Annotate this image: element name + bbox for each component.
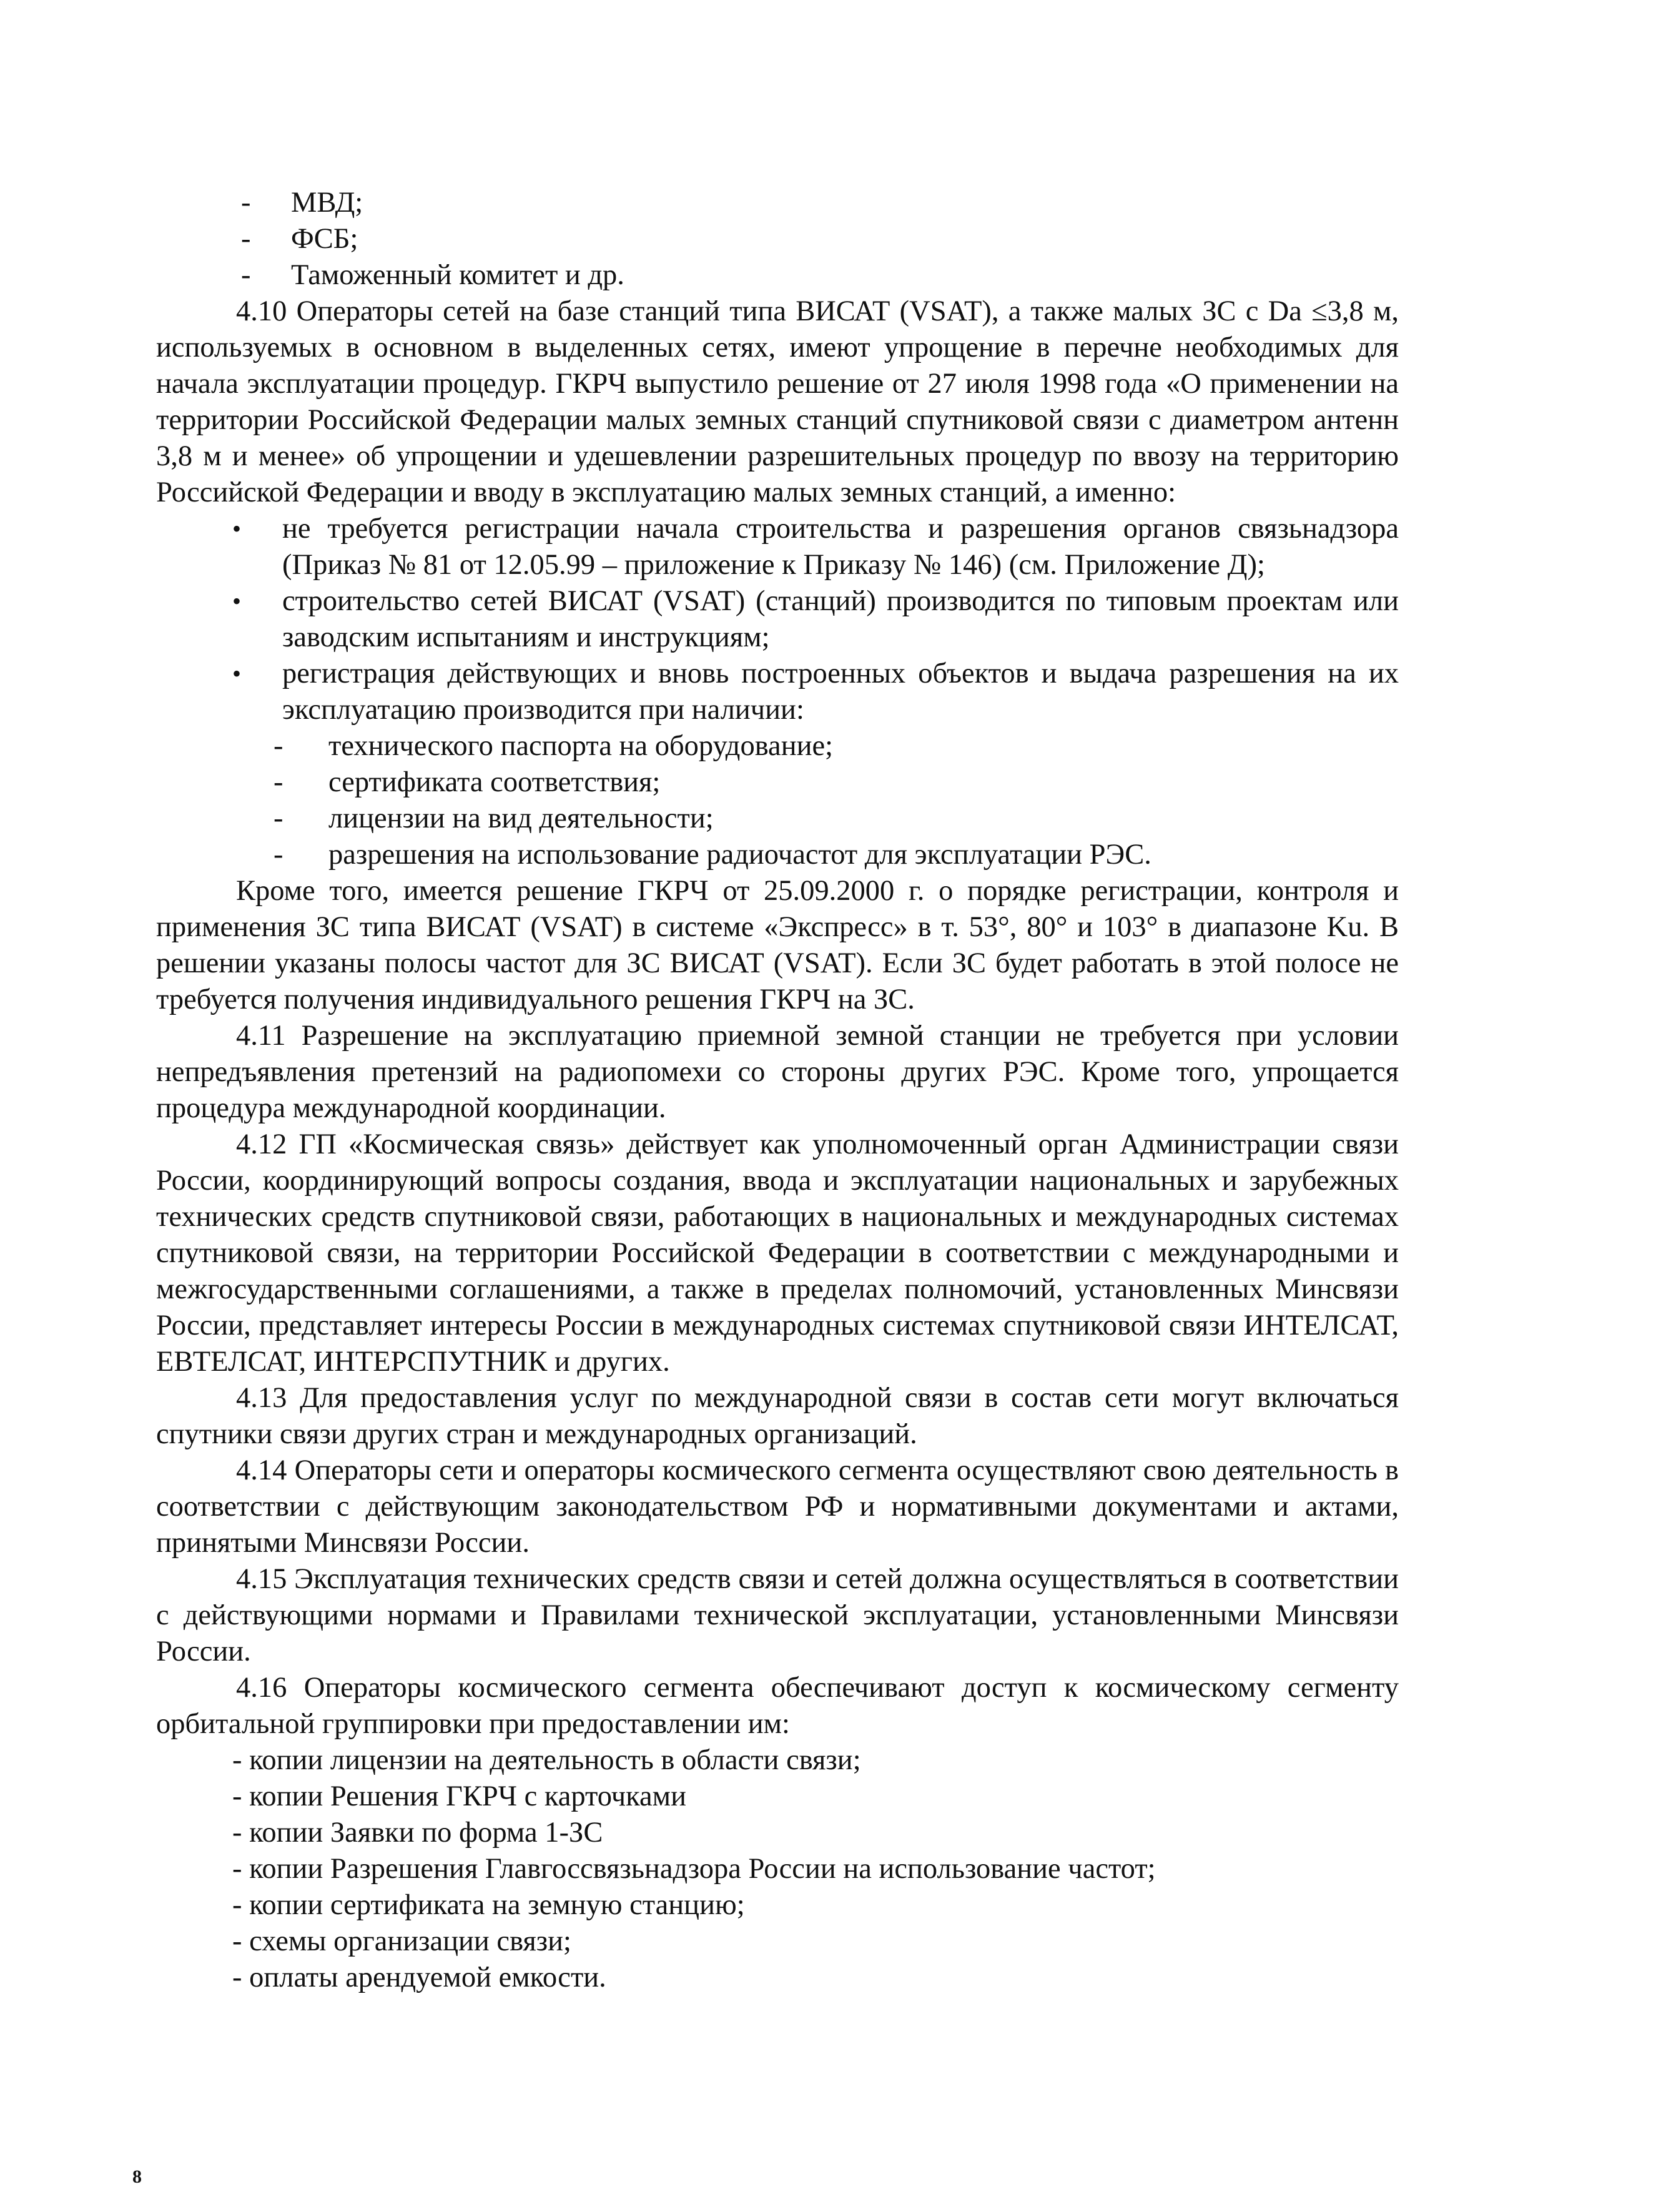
dash-marker: - <box>274 839 283 871</box>
bullet-item <box>156 656 1399 728</box>
list-item: - схемы организации связи; <box>232 1925 571 1957</box>
list-item: - копии Разрешения Главгоссвязьнадзора России на использование частот; <box>232 1853 1156 1885</box>
dash-marker: - <box>241 259 251 291</box>
paragraph-4-12: 4.12 ГП «Космическая связь» действует как уполномоченный орган Администрации связи России, координирующий вопросы создания, ввода и эксплуатации национальных и зарубежных технических средств спутниковой связи, работающих в национальных и международных системах спутниковой связи, на территории Российской Федерации в соответствии с международными и межгосударственными соглашениями, а также в пределах полномочий, установленных Минсвязи России, представляет интересы России в международных системах спутниковой связи ИНТЕЛСАТ, ЕВТЕЛСАТ, ИНТЕРСПУТНИК и других. <box>156 1128 1399 1378</box>
bullet-item <box>156 583 1399 656</box>
sub-list-item <box>156 837 1399 873</box>
dash-marker: - <box>274 802 283 834</box>
list-item <box>156 221 1399 257</box>
bullet-icon: • <box>232 659 242 688</box>
sub-list-item <box>156 728 1399 764</box>
dash-marker: - <box>241 223 251 255</box>
sub-list-text: разрешения на использование радиочастот для эксплуатации РЭС. <box>328 839 1151 871</box>
dash-marker: - <box>274 730 283 762</box>
bullet-text: строительство сетей ВИСАТ (VSAT) (станций) производится по типовым проектам или заводским испытаниям и инструкциям; <box>282 585 1399 653</box>
list-item-text: ФСБ; <box>291 223 358 255</box>
sub-list-text: сертификата соответствия; <box>328 766 661 798</box>
list-item <box>156 257 1399 294</box>
sub-list-text: лицензии на вид деятельности; <box>328 802 714 834</box>
list-item: - копии сертификата на земную станцию; <box>232 1889 745 1921</box>
paragraph-4-10: 4.10 Операторы сетей на базе станций типа ВИСАТ (VSAT), а также малых ЗС с Da ≤3,8 м, используемых в основном в выделенных сетях, имеют упрощение в перечне необходимых для начала эксплуатации процедур. ГКРЧ выпустило решение от 27 июля 1998 года «О применении на территории Российской Федерации малых земных станций спутниковой связи с диаметром антенн 3,8 м и менее» об упрощении и удешевлении разрешительных процедур по ввозу на территорию Российской Федерации и вводу в эксплуатацию малых земных станций, а именно: <box>156 295 1399 508</box>
bullet-icon: • <box>232 587 242 615</box>
sub-list-text: технического паспорта на оборудование; <box>328 730 834 762</box>
bullet-list <box>156 511 1399 728</box>
dash-marker: - <box>241 187 251 219</box>
paragraph-4-15: 4.15 Эксплуатация технических средств связи и сетей должна осуществляться в соответствии с действующими нормами и Правилами технической эксплуатации, установленными Минсвязи России. <box>156 1563 1399 1667</box>
sub-list-item <box>156 801 1399 837</box>
paragraph-4-14: 4.14 Операторы сети и операторы космического сегмента осуществляют свою деятельность в соответствии с действующим законодательством РФ и нормативными документами и актами, принятыми Минсвязи России. <box>156 1454 1399 1559</box>
dash-marker: - <box>274 766 283 798</box>
paragraph-4-13: 4.13 Для предоставления услуг по международной связи в состав сети могут включаться спутники связи других стран и международных организаций. <box>156 1382 1399 1450</box>
paragraph-gkrch-decision: Кроме того, имеется решение ГКРЧ от 25.09.2000 г. о порядке регистрации, контроля и применения ЗС типа ВИСАТ (VSAT) в системе «Экспресс» в т. 53°, 80° и 103° в диапазоне Ku. В решении указаны полосы частот для ЗС ВИСАТ (VSAT). Если ЗС будет работать в этой полосе не требуется получения индивидуального решения ГКРЧ на ЗС. <box>156 875 1399 1015</box>
paragraph-4-11: 4.11 Разрешение на эксплуатацию приемной земной станции не требуется при условии непредъявления претензий на радиопомехи со стороны других РЭС. Кроме того, упрощается процедура международной координации. <box>156 1020 1399 1124</box>
bullet-item <box>156 511 1399 583</box>
bullet-icon: • <box>232 515 242 543</box>
list-item: - оплаты арендуемой емкости. <box>232 1962 606 1993</box>
list-item: - копии лицензии на деятельность в области связи; <box>232 1744 861 1776</box>
list-item-text: Таможенный комитет и др. <box>291 259 624 291</box>
sub-list-item <box>156 764 1399 801</box>
list-item: - копии Решения ГКРЧ с карточками <box>232 1780 686 1812</box>
page-number: 8 <box>132 2166 142 2187</box>
list-item-text: МВД; <box>291 187 363 219</box>
bullet-text: не требуется регистрации начала строительства и разрешения органов связьнадзора (Приказ № 81 от 12.05.99 – приложение к Приказу № 146) (см. Приложение Д); <box>282 513 1399 581</box>
list-item <box>156 185 1399 221</box>
paragraph-4-16: 4.16 Операторы космического сегмента обеспечивают доступ к космическому сегменту орбитальной группировки при предоставлении им: <box>156 1672 1399 1740</box>
bullet-text: регистрация действующих и вновь построенных объектов и выдача разрешения на их эксплуатацию производится при наличии: <box>282 658 1399 726</box>
page-body <box>156 185 1399 1996</box>
list-item: - копии Заявки по форма 1-ЗС <box>232 1817 603 1849</box>
